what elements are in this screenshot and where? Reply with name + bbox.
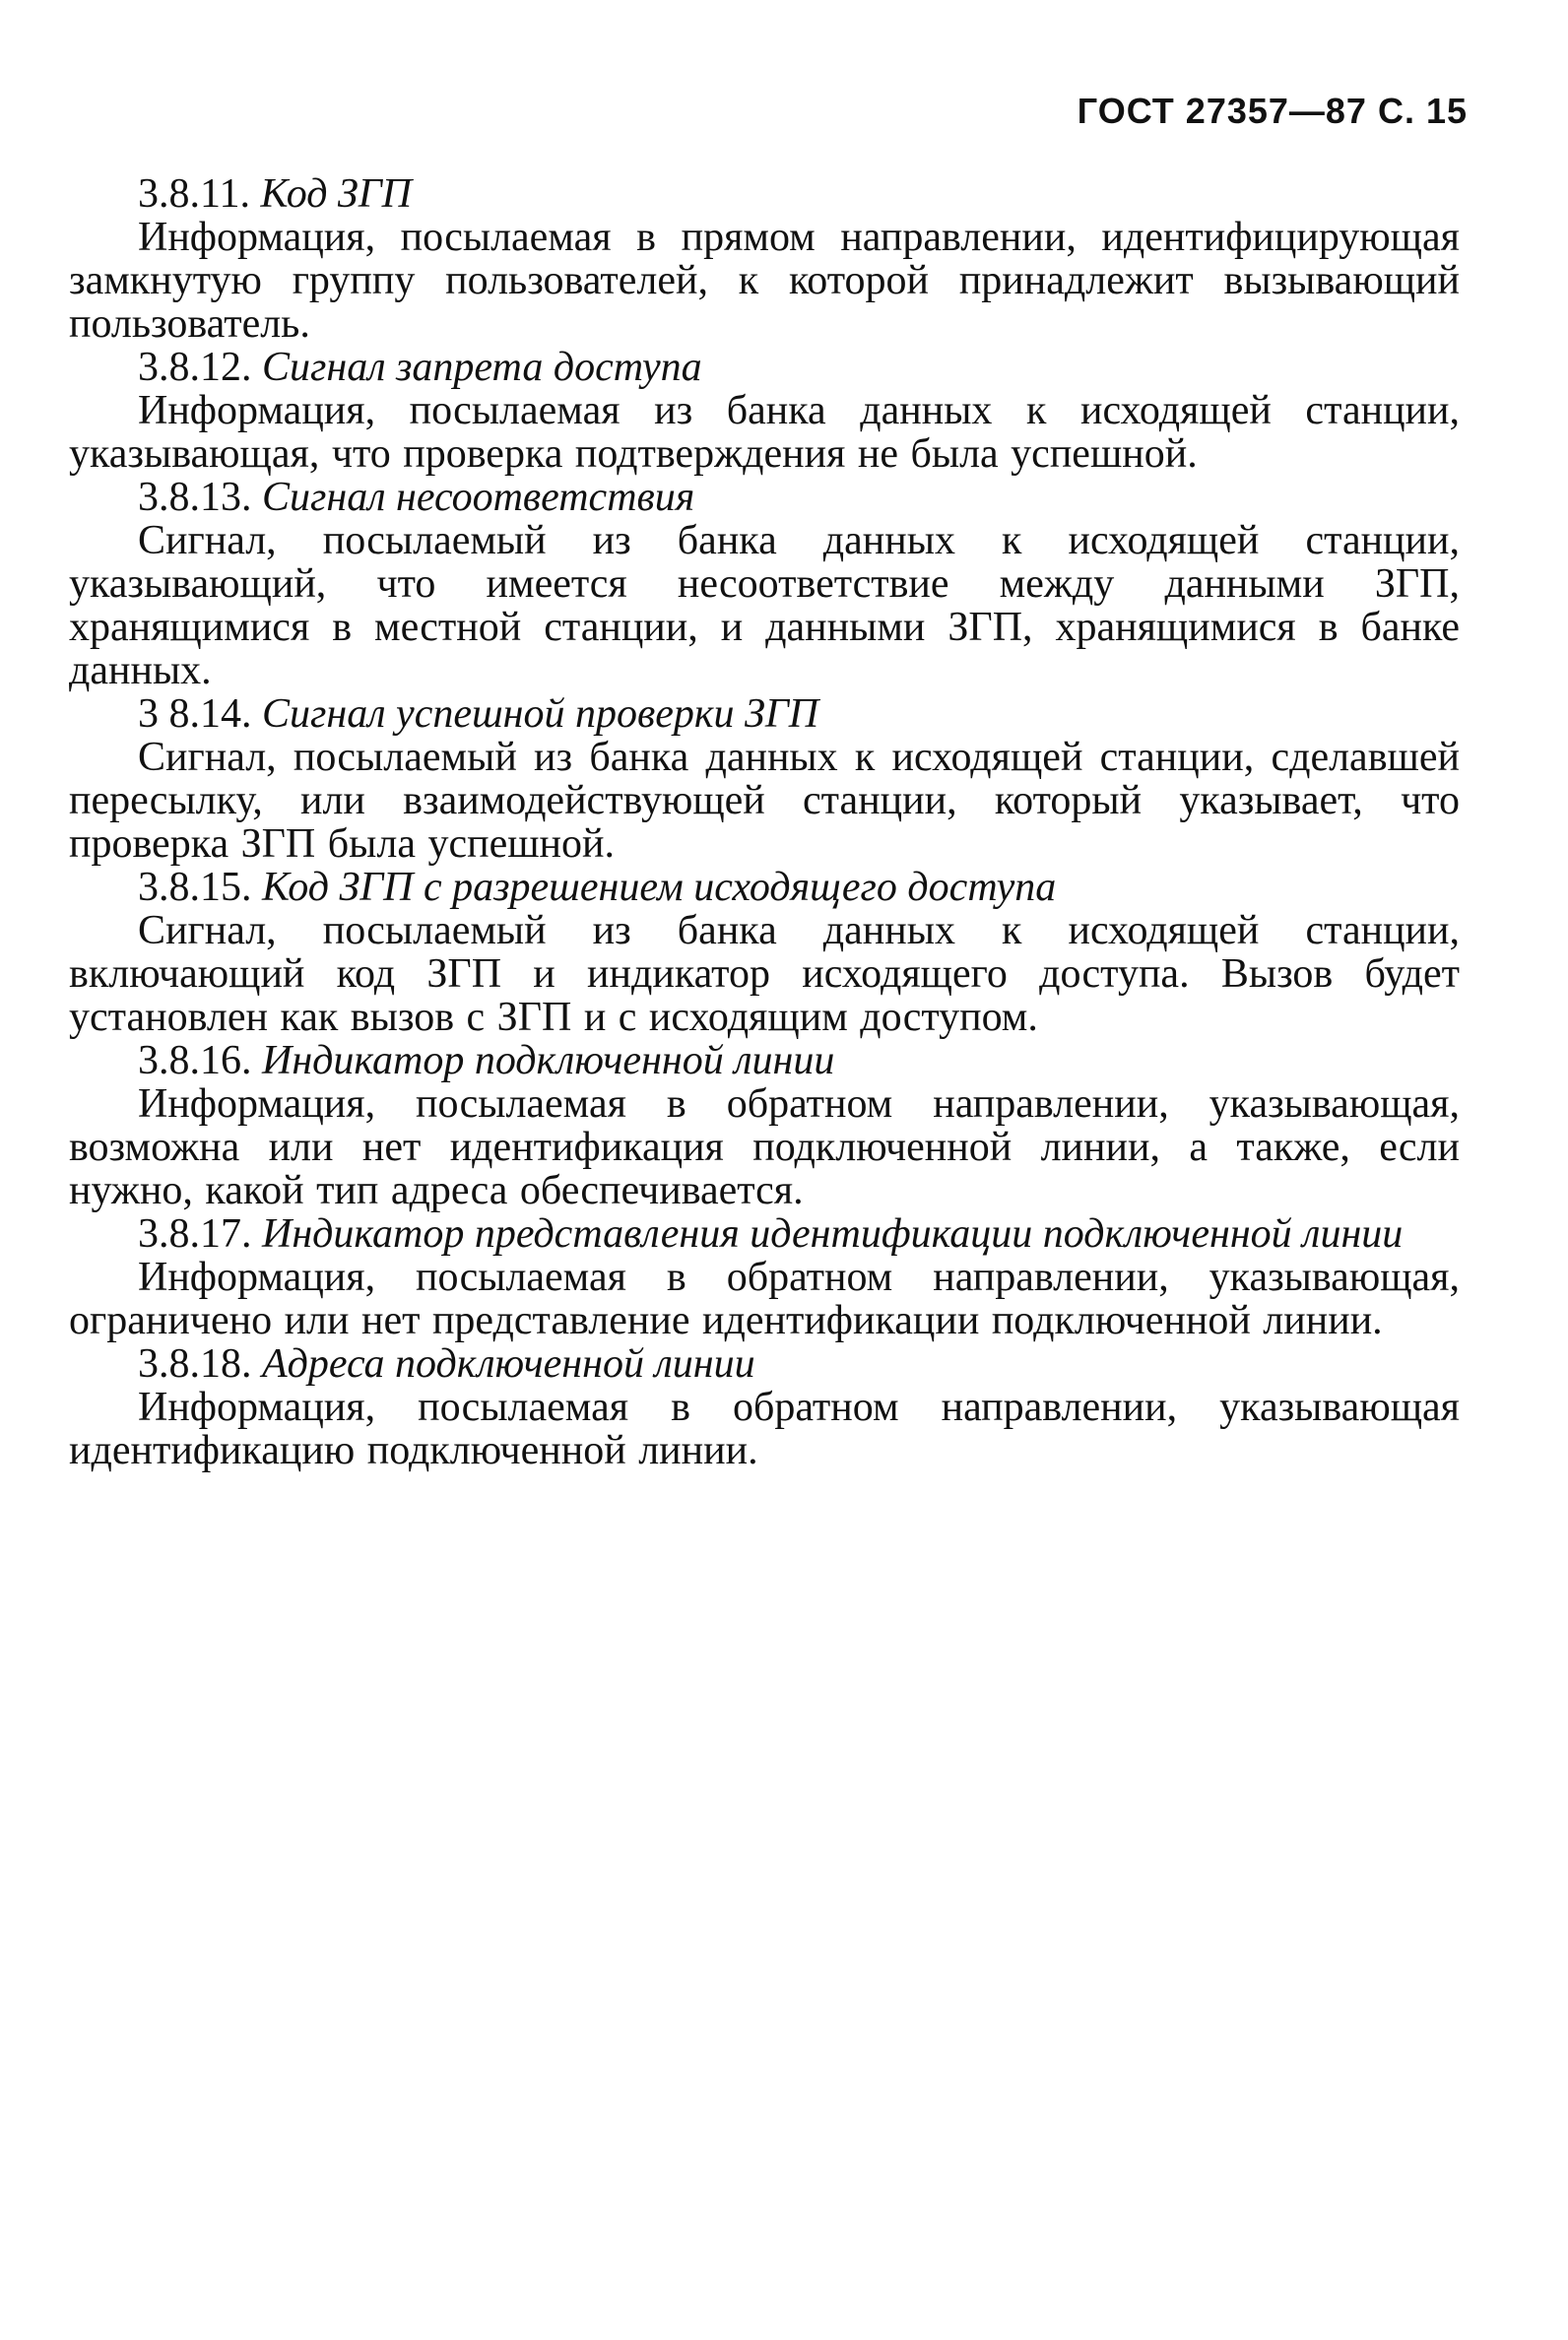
section-heading <box>69 692 1460 736</box>
section-title: Адреса подключенной линии <box>262 1341 755 1387</box>
section-heading <box>69 1342 1460 1386</box>
section-text: Информация, посылаемая в обратном направлении, указывающая идентификацию подключенной линии. <box>69 1385 1460 1473</box>
section-text: Информация, посылаемая в обратном направлении, указывающая, возможна или нет идентификация подключенной линии, а также, если нужно, какой тип адреса обеспечивается. <box>69 1081 1460 1213</box>
section-heading <box>69 1212 1460 1256</box>
section-heading <box>69 866 1460 909</box>
section-3-8-15 <box>69 866 1460 1039</box>
section-heading <box>69 172 1460 216</box>
section-text: Сигнал, посылаемый из банка данных к исходящей станции, включающий код ЗГП и индикатор исходящего доступа. Вызов будет установлен как вызов с ЗГП и с исходящим доступом. <box>69 908 1460 1040</box>
section-3-8-18 <box>69 1342 1460 1472</box>
page-header: ГОСТ 27357—87 С. 15 <box>1077 91 1468 131</box>
section-title: Код ЗГП с разрешением исходящего доступа <box>262 865 1057 910</box>
section-3-8-13 <box>69 476 1460 692</box>
section-heading <box>69 476 1460 519</box>
section-number: 3.8.13. <box>138 475 252 520</box>
section-3-8-16 <box>69 1039 1460 1212</box>
section-heading <box>69 346 1460 389</box>
section-number: 3.8.18. <box>138 1341 252 1387</box>
section-text: Сигнал, посылаемый из банка данных к исходящей станции, сделавшей пересылку, или взаимодействующей станции, который указывает, что проверка ЗГП была успешной. <box>69 735 1460 867</box>
section-number: 3.8.15. <box>138 865 252 910</box>
section-text: Информация, посылаемая из банка данных к исходящей станции, указывающая, что проверка подтверждения не была успешной. <box>69 388 1460 477</box>
section-number: 3.8.16. <box>138 1038 252 1083</box>
section-title: Сигнал успешной проверки ЗГП <box>262 691 819 737</box>
section-text: Сигнал, посылаемый из банка данных к исходящей станции, указывающий, что имеется несоответствие между данными ЗГП, хранящимися в местной станции, и данными ЗГП, хранящимися в банке данных. <box>69 518 1460 693</box>
section-number: 3.8.12. <box>138 345 252 390</box>
section-heading <box>69 1039 1460 1082</box>
section-title: Индикатор представления идентификации подключенной линии <box>262 1211 1404 1257</box>
section-3-8-12 <box>69 346 1460 476</box>
section-3-8-14 <box>69 692 1460 866</box>
section-3-8-17 <box>69 1212 1460 1342</box>
section-number: 3 8.14. <box>138 691 252 737</box>
section-number: 3.8.11. <box>138 171 250 217</box>
section-title: Сигнал несоответствия <box>262 475 695 520</box>
section-title: Индикатор подключенной линии <box>262 1038 835 1083</box>
section-number: 3.8.17. <box>138 1211 252 1257</box>
section-title: Код ЗГП <box>260 171 412 217</box>
section-text: Информация, посылаемая в обратном направлении, указывающая, ограничено или нет представление идентификации подключенной линии. <box>69 1255 1460 1343</box>
section-3-8-11 <box>69 172 1460 346</box>
section-title: Сигнал запрета доступа <box>262 345 702 390</box>
section-text: Информация, посылаемая в прямом направлении, идентифицирующая замкнутую группу пользователей, к которой принадлежит вызывающий пользователь. <box>69 215 1460 347</box>
document-body <box>69 172 1460 1472</box>
